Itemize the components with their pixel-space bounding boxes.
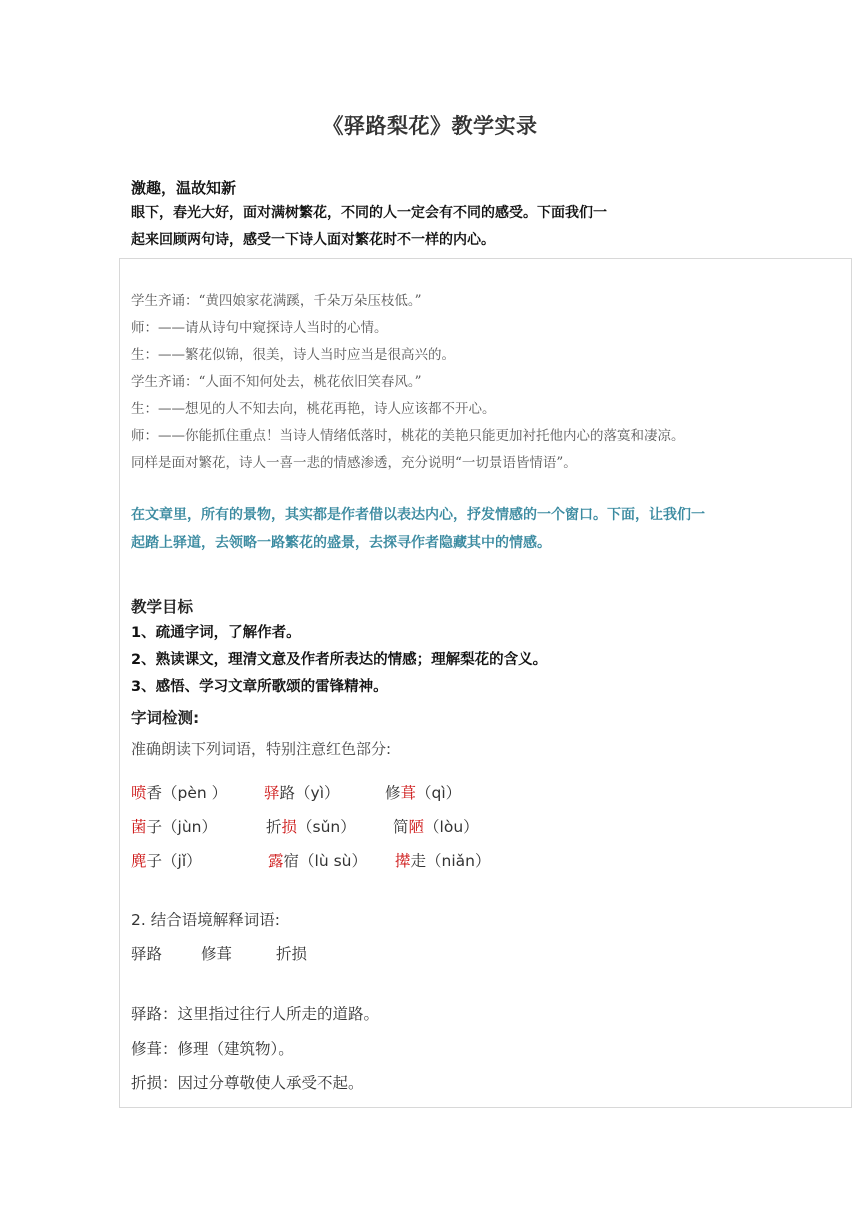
transition-line: 起踏上驿道，去领略一路繁花的盛景，去探寻作者隐藏其中的情感。 <box>131 535 551 551</box>
vocab-word <box>395 849 490 871</box>
red-char: 露 <box>268 852 284 870</box>
intro-line: 起来回顾两句诗，感受一下诗人面对繁花时不一样的内心。 <box>131 232 495 248</box>
intro-section <box>131 176 771 254</box>
red-char: 陋 <box>408 818 425 836</box>
dialogue-line: 学生齐诵：“人面不知何处去，桃花依旧笑春风。” <box>131 374 422 390</box>
vocab-word <box>393 815 479 837</box>
vocab-word <box>131 849 202 871</box>
vocab-pinyin: 香（pèn ） <box>146 784 228 802</box>
vocab-prefix: 简 <box>393 818 409 836</box>
vocab-word <box>131 781 227 803</box>
definition: 修葺：修理（建筑物）。 <box>131 1040 294 1058</box>
vocab-prefix: 修 <box>385 784 401 802</box>
dialogue-line: 师：——请从诗句中窥探诗人当时的心情。 <box>131 320 388 336</box>
goal-item: 1、疏通字词，了解作者。 <box>131 625 301 641</box>
dialogue-line: 师：——你能抓住重点！当诗人情绪低落时，桃花的美艳只能更加衬托他内心的落寞和凄凉。 <box>131 428 685 444</box>
dialogue-line: 生：——繁花似锦，很美，诗人当时应当是很高兴的。 <box>131 347 455 363</box>
vocab-pinyin: 走（niǎn） <box>410 852 491 870</box>
dialogue-line: 生：——想见的人不知去向，桃花再艳，诗人应该都不开心。 <box>131 401 496 417</box>
dialogue-section <box>131 288 851 477</box>
vocab-pinyin: （sǔn） <box>297 818 356 836</box>
red-char: 喷 <box>131 784 147 802</box>
vocab-pinyin: 子（jùn） <box>146 818 217 836</box>
red-char: 驿 <box>264 784 280 802</box>
transition-paragraph <box>131 501 847 557</box>
vocab-prefix: 折 <box>266 818 282 836</box>
definition: 折损：因过分尊敬使人承受不起。 <box>131 1074 364 1092</box>
transition-line: 在文章里，所有的景物，其实都是作者借以表达内心，抒发情感的一个窗口。下面，让我们一 <box>131 507 705 523</box>
intro-heading: 激趣，温故知新 <box>131 179 237 197</box>
red-char: 葺 <box>400 784 417 802</box>
vocab-pinyin: （lòu） <box>424 818 479 836</box>
vocab-pinyin: 宿（lù sù） <box>283 852 367 870</box>
explain-word: 折损 <box>276 945 308 963</box>
vocab-word <box>266 815 356 837</box>
vocab-instruction: 准确朗读下列词语，特别注意红色部分: <box>131 740 392 758</box>
vocab-heading: 字词检测: <box>131 709 200 727</box>
vocab-word <box>264 781 340 803</box>
vocab-pinyin: 路（yì） <box>279 784 340 802</box>
goals-heading: 教学目标 <box>131 598 194 616</box>
red-char: 麂 <box>131 852 147 870</box>
vocab-word <box>268 849 367 871</box>
vocab-pinyin: 子（jǐ） <box>146 852 202 870</box>
red-char: 撵 <box>395 852 411 870</box>
explain-heading: 2. 结合语境解释词语: <box>131 911 280 929</box>
vocab-word <box>385 781 461 803</box>
dialogue-line: 学生齐诵：“黄四娘家花满蹊，千朵万朵压枝低。” <box>131 293 422 309</box>
goals-section <box>131 594 831 765</box>
page-title: 《驿路梨花》教学实录 <box>322 114 538 138</box>
red-char: 损 <box>281 818 298 836</box>
explain-word: 驿路 <box>131 945 163 963</box>
red-char: 菌 <box>131 818 147 836</box>
goal-item: 2、熟读课文，理清文意及作者所表达的情感；理解梨花的含义。 <box>131 652 548 668</box>
goal-item: 3、感悟、学习文章所歌颂的雷锋精神。 <box>131 679 388 695</box>
definition: 驿路：这里指过往行人所走的道路。 <box>131 1005 380 1023</box>
vocab-pinyin: （qì） <box>416 784 462 802</box>
dialogue-line: 同样是面对繁花，诗人一喜一悲的情感渗透，充分说明“一切景语皆情语”。 <box>131 455 577 471</box>
intro-line: 眼下，春光大好，面对满树繁花，不同的人一定会有不同的感受。下面我们一 <box>131 205 607 221</box>
vocab-word <box>131 815 217 837</box>
explain-word: 修葺 <box>201 945 233 963</box>
